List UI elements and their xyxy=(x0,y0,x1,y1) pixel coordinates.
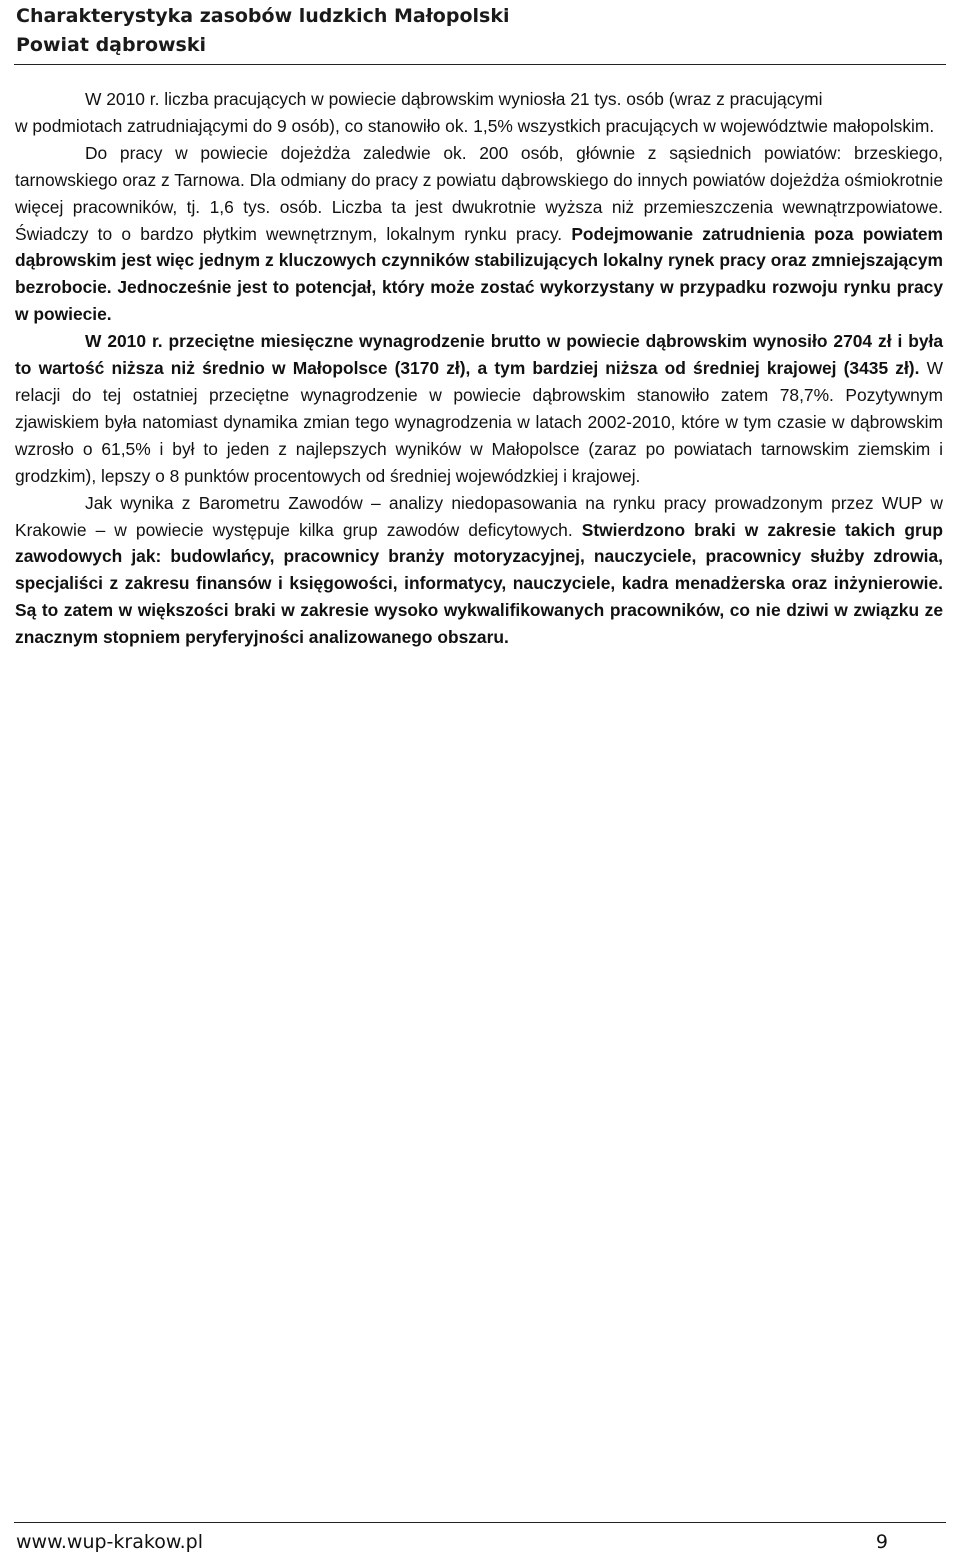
paragraph-wages-text: W relacji do tej ostatniej przeciętne wynagrodzenie w powiecie dąbrowskim stanowiło zatem 78,7%. Pozytywnym zjawiskiem była natomiast dynamika zmian tego wynagrodzenia w latach 2002-2010, które w tym czasie w dąbrowskim wzrosło o 61,5% i był to jeden z najlepszych wyników w Małopolsce (zaraz po powiatach tarnowskim ziemskim i grodzkim), lepszy o 8 punktów procentowych od średniej wojewódzkiej i krajowej. xyxy=(15,358,943,486)
paragraph-commuting-bold: Podejmowanie zatrudnienia poza powiatem dąbrowskim jest więc jednym z kluczowych czynników stabilizujących lokalny rynek pracy oraz zmniejszającym bezrobocie. Jednocześnie jest to potencjał, który może zostać wykorzystany w przypadku rozwoju rynku pracy w powiecie. xyxy=(15,223,943,325)
footer-url: www.wup-krakow.pl xyxy=(16,1531,203,1553)
paragraph-commuting-text: Do pracy w powiecie dojeżdża zaledwie ok. 200 osób, głównie z sąsiednich powiatów: brzeskiego, tarnowskiego oraz z Tarnowa. Dla odmiany do pracy z powiatu dąbrowskiego do innych powiatów dojeżdża ośmiokrotnie więcej pracowników, tj. 1,6 tys. osób. Liczba ta jest dwukrotnie wyższa niż przemieszczenia wewnątrzpowiatowe. Świadczy to o bardzo płytkim wewnętrznym, lokalnym rynku pracy. xyxy=(15,142,943,244)
paragraph-wages-bold: W 2010 r. przeciętne miesięczne wynagrodzenie brutto w powiecie dąbrowskim wynosiło 2704 zł i była to wartość niższa niż średnio w Małopolsce (3170 zł), a tym bardziej niższa od średniej krajowej (3435 zł). xyxy=(15,331,943,379)
paragraph-deficit-occupations xyxy=(15,490,943,651)
page-header xyxy=(16,2,946,60)
paragraph-commuting xyxy=(15,140,943,328)
paragraph-employment xyxy=(15,86,943,113)
paragraph-deficit-text: Jak wynika z Barometru Zawodów – analizy niedopasowania na rynku pracy prowadzonym przez WUP w Krakowie – w powiecie występuje kilka grup zawodów deficytowych. xyxy=(15,492,943,540)
body-text xyxy=(15,86,943,651)
document-subtitle: Powiat dąbrowski xyxy=(16,34,207,56)
document-title: Charakterystyka zasobów ludzkich Małopolski xyxy=(16,5,510,27)
paragraph-wages xyxy=(15,328,943,489)
page-footer xyxy=(16,1528,944,1556)
paragraph-deficit-bold: Stwierdzono braki w zakresie takich grup zawodowych jak: budowlańcy, pracownicy branży motoryzacyjnej, nauczyciele, pracownicy służby zdrowia, specjaliści z zakresu finansów i księgowości, informatycy, nauczyciele, kadra menadżerska oraz inżynierowie. Są to zatem w większości braki w zakresie wysoko wykwalifikowanych pracowników, co nie dziwi w związku ze znacznym stopniem peryferyjności analizowanego obszaru. xyxy=(15,519,943,648)
paragraph-employment-continued xyxy=(15,113,943,140)
paragraph-employment-line1: W 2010 r. liczba pracujących w powiecie dąbrowskim wyniosła 21 tys. osób (wraz z pracującymi xyxy=(85,89,823,109)
page-number: 9 xyxy=(875,1531,888,1553)
paragraph-employment-rest: w podmiotach zatrudniającymi do 9 osób), co stanowiło ok. 1,5% wszystkich pracujących w województwie małopolskim. xyxy=(15,115,935,136)
footer-divider xyxy=(14,1522,946,1523)
header-divider xyxy=(14,64,946,65)
